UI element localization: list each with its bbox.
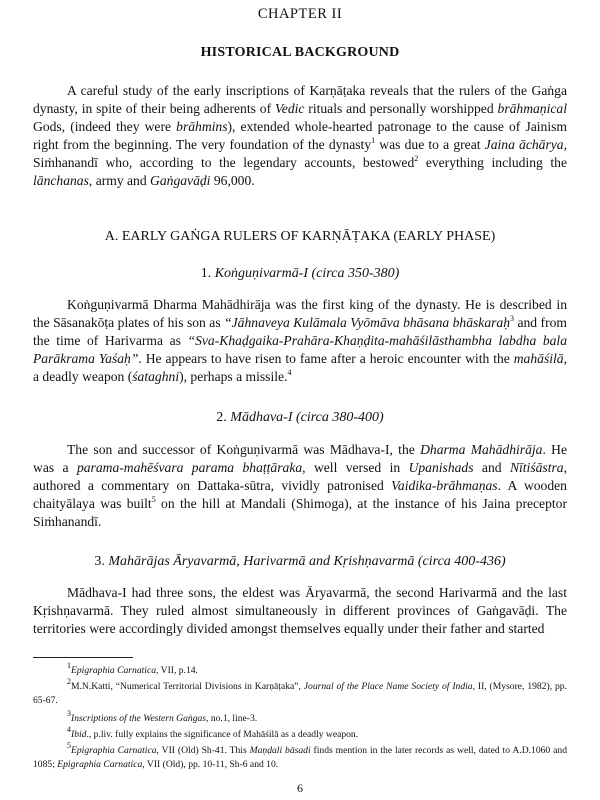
paragraph-madhava	[33, 441, 567, 531]
italic-term: Epigraphia Carnatica	[71, 665, 157, 676]
italic-term: brāhmins	[176, 119, 228, 135]
text-run: , well versed in	[302, 460, 409, 476]
footnote-ref[interactable]: 4	[287, 367, 292, 377]
text-run: ), extended whole-hearted patronage to the cause of Jainism right from the beginning. The very foundation of the dynasty	[33, 119, 567, 153]
footnote-2	[33, 676, 567, 708]
italic-term: Upanishads	[408, 460, 474, 476]
footnote-marker: 2	[67, 676, 71, 686]
footnote-1	[33, 660, 567, 678]
section-a-heading: A. EARLY GAṄGA RULERS OF KARṆĀṬAKA (EARLY PHASE)	[104, 229, 496, 244]
intro-paragraph	[33, 82, 567, 191]
italic-term: Ibid	[71, 729, 87, 740]
footnote-3	[33, 708, 567, 726]
text-run: , Siṁhanandī who, according to the legendary accounts, bestowed	[33, 137, 567, 171]
italic-term: “Sva-Khaḍgaika-Prahāra-Khaṇḍita-mahāśilāsthambha labdha bala Parākrama Yaśaḥ”	[33, 333, 568, 367]
subsection-number: 3.	[94, 554, 109, 569]
text-run: . He appears to have risen to fame after a heroic encounter with the	[138, 351, 514, 367]
paragraph-konguni	[33, 296, 567, 386]
paragraph-three-sons: Mādhava-I had three sons, the eldest was Āryavarmā, the second Harivarmā and the last Kṛishṇavarmā. They ruled almost simultaneously in different provinces of Gaṅgavāḍi. The territories were accordingly divided amongst themselves equally under their father and started	[33, 585, 567, 637]
subsection-1-heading	[33, 266, 567, 282]
text-run: A careful study of the early inscriptions of Karṇāṭaka reveals that the rulers of the Gaṅga dynasty, in spite of their being adherents of	[33, 83, 567, 117]
footnote-ref[interactable]: 1	[371, 135, 376, 145]
footnote-marker: 5	[67, 740, 71, 750]
text-run: , a deadly weapon (	[33, 351, 567, 385]
text-run: . A wooden chaityālaya was built	[33, 478, 567, 512]
text-run: M.N.Katti, “Numerical Territorial Divisions in Karṇāṭaka”,	[71, 681, 304, 692]
text-run: , army and	[88, 173, 151, 189]
text-run: rituals and personally worshipped	[304, 101, 498, 117]
text-run: Koṅguṇivarmā Dharma Mahādhirāja was the first king of the dynasty. He is described in the Sāsanakōṭa plates of his son as	[33, 297, 567, 331]
subsection-title: Mahārājas Āryavarmā, Harivarmā and Kṛishṇavarmā (circa 400-436)	[108, 554, 506, 569]
text-run: was due to a great	[375, 137, 485, 153]
subsection-2-heading	[33, 410, 567, 426]
text-run: The son and successor of Koṅguṇivarmā was Mādhava-I, the	[67, 442, 421, 457]
page-title: HISTORICAL BACKGROUND	[200, 45, 400, 60]
text-run: 96,000.	[210, 173, 255, 189]
italic-term: “Jāhnaveya Kulāmala Vyōmāva bhāsana bhāskaraḥ	[224, 315, 511, 331]
page-number: 6	[297, 781, 303, 795]
italic-term: Epigraphia Carnatica	[57, 759, 143, 770]
subsection-3-heading	[33, 554, 567, 570]
text-run: Gods, (indeed they were	[33, 119, 177, 135]
italic-term: Maṇḍali bāsadi	[249, 745, 311, 756]
italic-term: Vedic	[274, 101, 305, 117]
footnote-4	[33, 724, 567, 742]
footnote-divider	[33, 657, 133, 658]
footnote-5	[33, 740, 567, 772]
text-run: and from the time of Harivarma as	[33, 315, 567, 349]
footnote-ref[interactable]: 5	[151, 494, 156, 504]
subsection-title: Mādhava-I (circa 380-400)	[230, 410, 384, 425]
text-run: on the hill at Mandali (Shimoga), at the instance of his Jaina preceptor Siṁhanandī.	[33, 496, 567, 530]
text-run: everything including the	[418, 155, 567, 171]
text-run: finds mention in the later records as well, dated to A.D.1060 and 1085;	[33, 745, 567, 770]
subsection-number: 2.	[216, 410, 231, 425]
text-run: ), perhaps a missile.	[179, 369, 288, 385]
subsection-title: Koṅguṇivarmā-I (circa 350-380)	[214, 266, 400, 281]
italic-term: Vaidika-brāhmaṇas	[391, 478, 498, 494]
footnote-ref[interactable]: 2	[414, 153, 419, 163]
italic-term: Epigraphia Carnatica	[71, 745, 157, 756]
chapter-heading: CHAPTER II	[257, 6, 343, 22]
text-run: . He was a	[33, 442, 567, 476]
italic-term: Inscriptions of the Western Gaṅgas	[71, 713, 207, 724]
footnote-marker: 3	[67, 708, 71, 718]
text-run: , no.1, line-3.	[206, 713, 258, 724]
italic-term: brāhmaṇical	[497, 101, 567, 117]
italic-term: śataghni	[132, 369, 180, 385]
subsection-number: 1.	[200, 266, 215, 281]
text-run: ., p.liv. fully explains the significance of Mahāśilā as a deadly weapon.	[86, 729, 359, 740]
italic-term: parama-mahēśvara parama bhaṭṭāraka	[76, 460, 303, 476]
italic-term: Dharma Mahādhirāja	[420, 442, 543, 457]
italic-term: lānchanas	[33, 173, 89, 189]
text-run: , authored a commentary on Dattaka-sūtra, vividly patronised	[33, 460, 567, 494]
text-run: , VII (Old) Sh-41. This	[156, 745, 250, 756]
italic-term: Journal of the Place Name Society of India	[303, 681, 473, 692]
footnote-marker: 1	[67, 660, 71, 670]
text-run: , VII (Old), pp. 10-11, Sh-6 and 10.	[142, 759, 279, 770]
footnote-marker: 4	[67, 724, 71, 734]
italic-term: Gaṅgavāḍi	[150, 173, 211, 189]
text-run: and	[473, 460, 510, 476]
italic-term: Jaina āchārya	[484, 137, 564, 153]
italic-term: Nītiśāstra	[509, 460, 564, 476]
footnote-ref[interactable]: 3	[510, 313, 515, 323]
text-run: , II, (Mysore, 1982), pp. 65-67.	[33, 681, 567, 706]
italic-term: mahāśilā	[513, 351, 564, 367]
text-run: , VII, p.14.	[156, 665, 198, 676]
